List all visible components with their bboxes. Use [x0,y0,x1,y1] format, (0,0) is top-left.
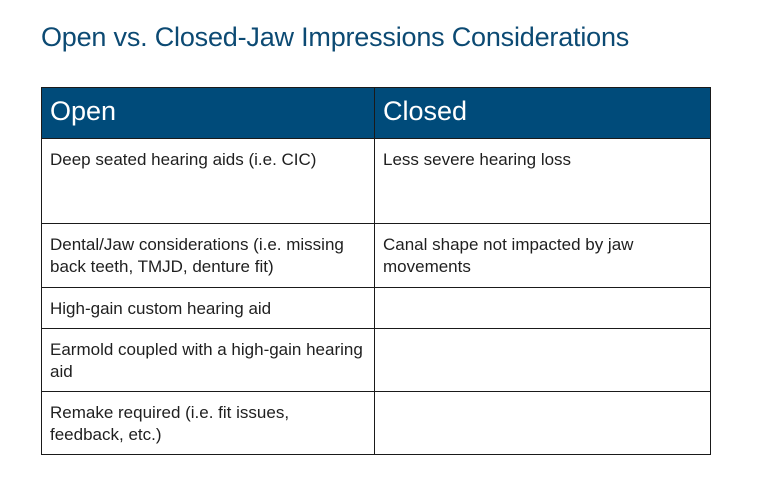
table-cell-open: Earmold coupled with a high-gain hearing aid [42,329,375,392]
table-row [42,329,711,392]
column-header-open: Open [42,88,375,139]
table-header-row [42,88,711,139]
table-row [42,224,711,288]
column-header-closed: Closed [375,88,711,139]
table-row [42,392,711,455]
table-cell-closed [375,329,711,392]
table-cell-closed: Less severe hearing loss [375,139,711,224]
table-cell-closed [375,288,711,329]
table-cell-open: Dental/Jaw considerations (i.e. missing back teeth, TMJD, denture fit) [42,224,375,288]
page-title: Open vs. Closed-Jaw Impressions Considerations [41,22,630,52]
table-cell-open: Deep seated hearing aids (i.e. CIC) [42,139,375,224]
comparison-table [41,87,711,455]
table-row [42,139,711,224]
table-cell-closed: Canal shape not impacted by jaw movements [375,224,711,288]
table-row [42,288,711,329]
table-cell-open: Remake required (i.e. fit issues, feedback, etc.) [42,392,375,455]
table-cell-closed [375,392,711,455]
table-cell-open: High-gain custom hearing aid [42,288,375,329]
